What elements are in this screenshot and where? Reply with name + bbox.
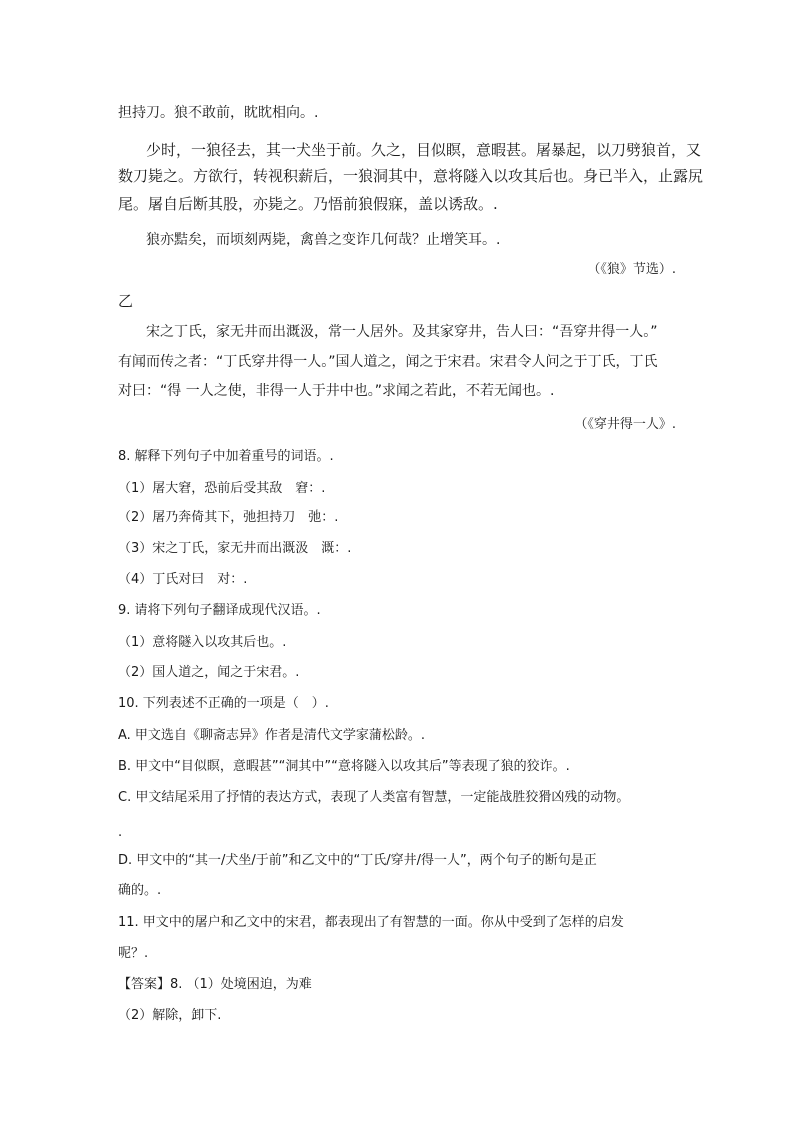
question-11-line-2: 呢？. [118,946,149,961]
question-10-option-b: B. 甲文中“目似瞑，意暇甚”“洞其中”“意将隧入以攻其后”等表现了狼的狡诈。. [118,759,570,774]
answer-line-1: 【答案】8. （1）处境困迫，为难 [118,977,312,992]
question-10: 10. 下列表述不正确的一项是（ ）. [118,696,329,711]
question-8-3: （3）宋之丁氏，家无井而出溉汲 溉：. [118,541,352,556]
question-10-option-d-line-2: 确的。. [118,883,162,898]
wolf-line-5: 狼亦黠矣，而顷刻两毙，禽兽之变诈几何哉？止增笑耳。. [146,232,501,248]
answer-line-2: （2）解除，卸下. [118,1008,222,1023]
question-8-1: （1）屠大窘，恐前后受其敌 窘：. [118,481,326,496]
wolf-line-2: 少时，一狼径去，其一犬坐于前。久之，目似瞑，意暇甚。屠暴起，以刀劈狼首，又 [146,141,702,159]
question-10-option-c-tail: . [118,825,123,840]
question-10-option-c: C. 甲文结尾采用了抒情的表达方式，表现了人类富有智慧，一定能战胜狡猾凶残的动物。 [118,790,630,805]
question-9-2: （2）国人道之，闻之于宋君。. [118,665,300,680]
question-8-4: （4）丁氏对曰 对：. [118,572,248,587]
question-8: 8. 解释下列句子中加着重号的词语。. [118,449,334,464]
second-text-line-3: 对曰：“得 一人之使，非得一人于井中也。”求闻之若此，不若无闻也。. [118,383,555,399]
question-8-2: （2）屠乃奔倚其下，弛担持刀 弛：. [118,510,339,525]
wolf-line-4: 尾。屠自后断其股，亦毙之。乃悟前狼假寐，盖以诱敌。. [118,195,498,213]
second-text-line-1: 宋之丁氏，家无井而出溉汲，常一人居外。及其家穿井，告人曰：“吾穿井得一人。” [146,324,658,340]
question-9-1: （1）意将隧入以攻其后也。. [118,635,287,650]
question-10-option-a: A. 甲文选自《聊斋志异》作者是清代文学家蒲松龄。. [118,728,426,743]
second-text-line-2: 有闻而传之者：“丁氏穿井得一人。”国人道之，闻之于宋君。宋君令人问之于丁氏，丁氏 [118,354,658,370]
wolf-line-1: 担持刀。狼不敢前，眈眈相向。. [118,105,319,121]
second-text-heading: 乙 [118,292,134,310]
wolf-line-3: 数刀毙之。方欲行，转视积薪后，一狼洞其中，意将隧入以攻其后也。身已半入，止露尻 [118,167,704,185]
question-9: 9. 请将下列句子翻译成现代汉语。. [118,603,321,618]
question-11-line-1: 11. 甲文中的屠户和乙文中的宋君，都表现出了有智慧的一面。你从中受到了怎样的启发 [118,915,624,930]
second-text-source: （《穿井得一人》. [574,417,676,432]
question-10-option-d-line-1: D. 甲文中的“其一/犬坐/于前”和乙文中的“丁氏/穿井/得一人”，两个句子的断句是正 [118,853,597,868]
wolf-source: （《狼》节选）. [587,262,676,277]
